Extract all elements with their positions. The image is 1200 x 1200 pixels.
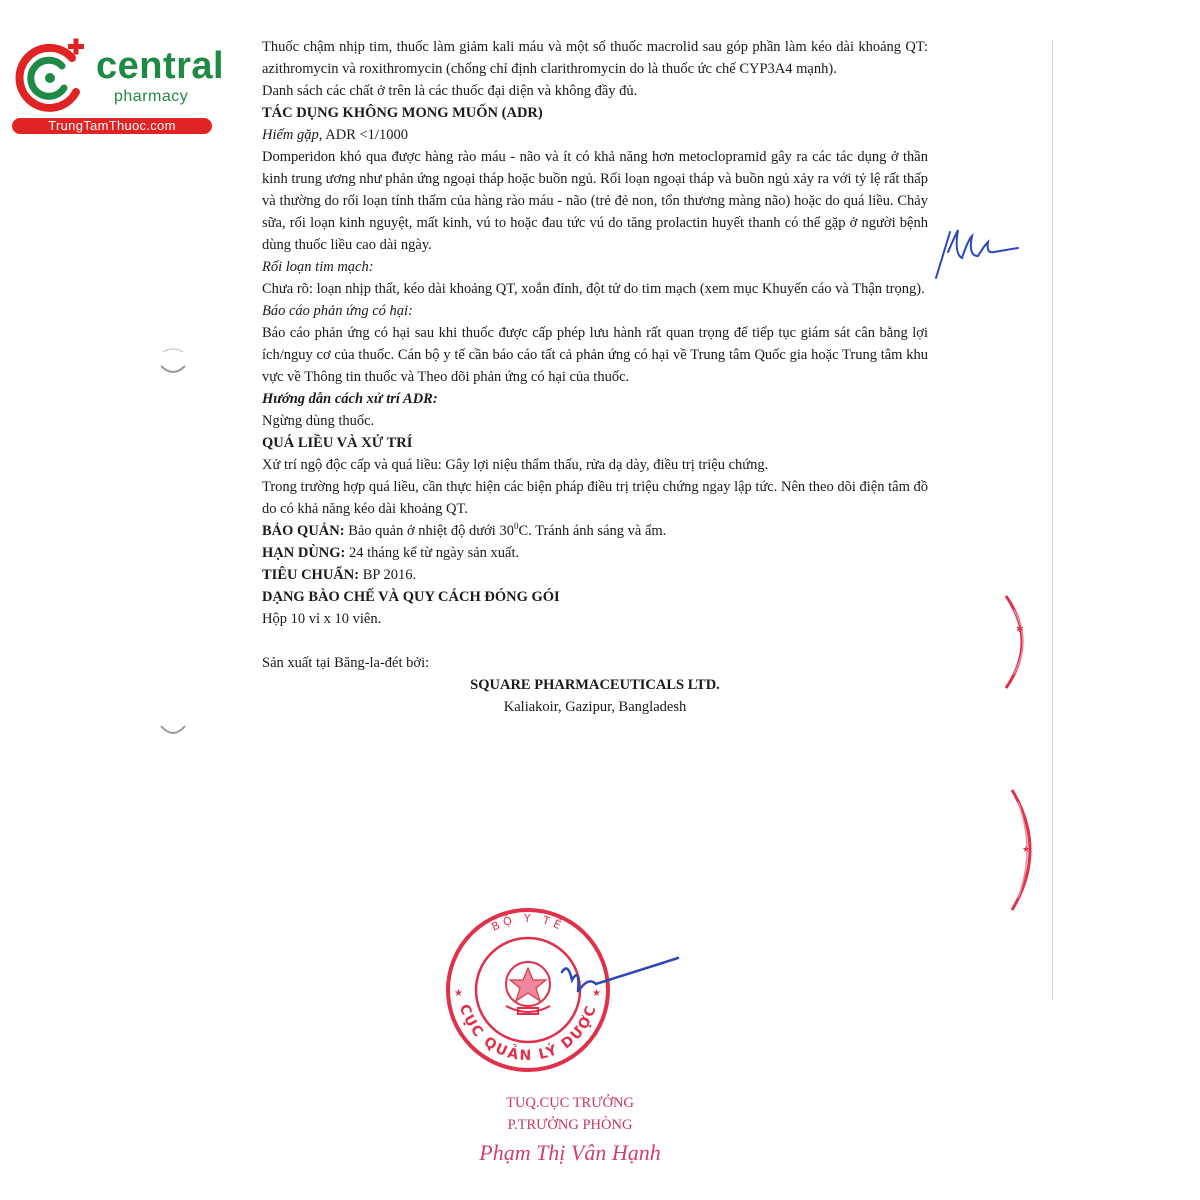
expiry-label: HẠN DÙNG: <box>262 545 346 561</box>
signature-block <box>440 1092 700 1164</box>
rare-label: Hiếm gặp, <box>262 127 323 143</box>
rare-adr-line <box>262 124 928 146</box>
paragraph-cardio: Chưa rõ: loạn nhịp thất, kéo dài khoảng QT, xoắn đỉnh, đột tử do tim mạch (xem mục Khuyến cáo và Thận trọng). <box>262 281 925 297</box>
signature-title-1: TUQ.CỤC TRƯỞNG <box>506 1095 634 1111</box>
page-edge-line <box>1052 40 1053 1000</box>
logo-site-badge: TrungTamThuoc.com <box>12 118 212 134</box>
spacer <box>262 630 928 652</box>
central-pharmacy-logo <box>10 36 225 136</box>
paragraph-overdose-1: Xử trí ngộ độc cấp và quá liều: Gây lợi niệu thẩm thấu, rửa dạ dày, điều trị triệu chứng. <box>262 457 769 473</box>
paragraph-domperidon-effects: Domperidon khó qua được hàng rào máu - não và ít có khả năng hơn metoclopramid gây ra các tác dụng ở thần kinh trung ương như phản ứng ngoại tháp hoặc buồn ngủ. Rối loạn ngoại tháp và buồn ngủ xảy ra với tỷ lệ rất thấp và thường do rối loạn tính thấm của hàng rào máu - não (trẻ đẻ non, tổn thương màng não) hoặc do quá liều. Chảy sữa, rối loạn kinh nguyệt, mất kinh, vú to hoặc đau tức vú do tăng prolactin huyết thanh có thể gặp ở người bệnh dùng thuốc liều cao dài ngày. <box>262 149 928 253</box>
paragraph-report: Báo cáo phản ứng có hại sau khi thuốc được cấp phép lưu hành rất quan trọng để tiếp tục giám sát cân bằng lợi ích/nguy cơ của thuốc. Cán bộ y tế cần báo cáo tất cả phản ứng có hại về Trung tâm Quốc gia hoặc Trung tâm khu vực về Thông tin thuốc và Theo dõi phản ứng có hại của thuốc. <box>262 325 928 385</box>
storage-tail: C. Tránh ánh sáng và ẩm. <box>518 523 667 539</box>
paragraph-list-note: Danh sách các chất ở trên là các thuốc đại diện và không đầy đủ. <box>262 83 638 99</box>
punch-hole-top-icon <box>156 344 190 378</box>
svg-text:★: ★ <box>454 988 463 999</box>
standard-text: BP 2016. <box>359 567 417 583</box>
official-stamp <box>420 906 700 1082</box>
paragraph-overdose-2: Trong trường hợp quá liều, cần thực hiện các biện pháp điều trị triệu chứng ngay lập tức. Nên theo dõi điện tâm đồ do có khả năng kéo dài khoảng QT. <box>262 479 928 517</box>
document-body <box>262 36 928 718</box>
edge-stamp-top-icon <box>1000 592 1040 692</box>
storage-label: BẢO QUẢN: <box>262 523 345 539</box>
label-report: Báo cáo phản ứng có hại: <box>262 303 413 319</box>
paragraph-packaging: Hộp 10 vỉ x 10 viên. <box>262 611 382 627</box>
signatory-name: Phạm Thị Vân Hạnh <box>479 1140 661 1165</box>
svg-text:★: ★ <box>1022 845 1031 855</box>
paragraph-stop-drug: Ngừng dùng thuốc. <box>262 413 375 429</box>
heading-packaging: DẠNG BÀO CHẾ VÀ QUY CÁCH ĐÓNG GÓI <box>262 589 560 605</box>
punch-hole-bottom-icon <box>156 712 190 746</box>
heading-adr: TÁC DỤNG KHÔNG MONG MUỐN (ADR) <box>262 105 543 121</box>
heading-overdose: QUÁ LIỀU VÀ XỬ TRÍ <box>262 435 413 451</box>
svg-text:✱: ✱ <box>1016 625 1024 635</box>
storage-text: Bảo quản ở nhiệt độ dưới 30 <box>344 523 514 539</box>
expiry-line <box>262 542 928 564</box>
label-cardio: Rối loạn tim mạch: <box>262 259 374 275</box>
initials-signature-icon <box>928 218 1024 284</box>
paragraph-qt-drugs: Thuốc chậm nhịp tim, thuốc làm giảm kali máu và một số thuốc macrolid sau góp phần làm kéo dài khoảng QT: azithromycin và roxithromycin (chống chỉ định clarithromycin do là thuốc ức chế CYP3A4 mạnh). <box>262 39 928 77</box>
storage-line <box>262 520 928 542</box>
logo-brand-text: central <box>96 45 225 87</box>
rare-value: ADR <1/1000 <box>322 127 408 143</box>
storage-degree: 0 <box>513 521 519 532</box>
stamp-signature-icon <box>562 958 678 992</box>
logo-sub-text: pharmacy <box>114 88 189 105</box>
signature-title-2: P.TRƯỞNG PHÒNG <box>507 1117 633 1133</box>
svg-text:★: ★ <box>592 988 601 999</box>
manufacturer-address: Kaliakoir, Gazipur, Bangladesh <box>503 699 687 715</box>
heading-adr-guide: Hướng dẫn cách xử trí ADR: <box>262 391 438 407</box>
standard-label: TIÊU CHUẨN: <box>262 567 360 583</box>
expiry-text: 24 tháng kể từ ngày sản xuất. <box>345 545 520 561</box>
edge-stamp-bottom-icon <box>1004 786 1048 914</box>
made-in-line: Sản xuất tại Băng-la-đét bởi: <box>262 655 430 671</box>
standard-line <box>262 564 928 586</box>
stamp-ring-text: CỤC QUẢN LÝ DƯỢC <box>455 1002 601 1065</box>
central-pharmacy-mark-icon <box>10 38 90 118</box>
manufacturer-name: SQUARE PHARMACEUTICALS LTD. <box>470 677 720 693</box>
national-emblem-icon <box>506 962 550 1014</box>
stamp-top-text: BỘ Y TẾ <box>489 911 567 934</box>
